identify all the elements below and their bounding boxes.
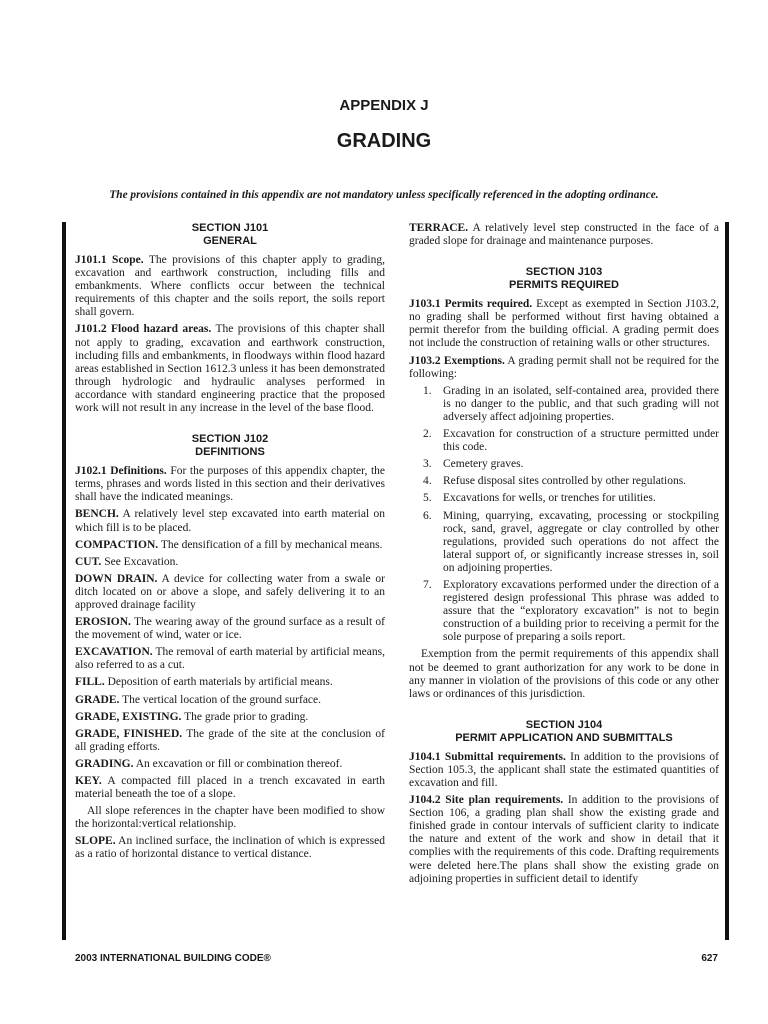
list-number: 1. — [423, 384, 432, 397]
paragraph-j103-1 — [409, 298, 719, 350]
definition-term: FILL. — [75, 676, 105, 689]
exemptions-list — [409, 385, 719, 645]
definition-text: An excavation or fill or combination thereof. — [133, 757, 343, 770]
definition — [75, 711, 385, 724]
definition-text: A device for collecting water from a swale or ditch located on or above a slope, and safely delivering it to an approved drainage facility — [75, 572, 385, 611]
definition — [409, 222, 719, 248]
list-number: 7. — [423, 578, 432, 591]
definition-text: The removal of earth material by artificial means, also referred to as a cut. — [75, 646, 385, 672]
right-margin-bar — [725, 222, 729, 940]
paragraph-head: J102.1 Definitions. — [75, 465, 167, 478]
paragraph-text: In addition to the provisions of Section 106, a grading plan shall show the existing grade and finished grade in contour intervals of sufficient clarity to indicate the nature and extent of the work and show in detail that it complies with the requirements of this code. Drafting requirements were deleted here.The plans shall show the existing grade on adjoining properties in sufficient detail to identify — [409, 794, 719, 885]
definition-text: The vertical location of the ground surface. — [119, 693, 322, 706]
definition — [75, 508, 385, 534]
paragraph-text: For the purposes of this appendix chapter, the terms, phrases and words listed in this section and their derivatives shall have the indicated meanings. — [75, 465, 386, 504]
definition — [75, 835, 385, 861]
paragraph-head: J101.1 Scope. — [75, 254, 144, 266]
definition-text: A relatively level step constructed in the face of a graded slope for drainage and maintenance purposes. — [409, 222, 719, 248]
definition — [75, 758, 385, 771]
definition-term: DOWN DRAIN. — [75, 572, 158, 585]
section-name: DEFINITIONS — [195, 446, 265, 459]
paragraph-head: J103.1 Permits required. — [409, 298, 533, 311]
section-name: PERMIT APPLICATION AND SUBMITTALS — [455, 731, 673, 744]
definition-term: GRADE, EXISTING. — [75, 710, 182, 723]
definition-text: The grade prior to grading. — [181, 710, 309, 723]
list-number: 5. — [423, 492, 432, 505]
section-j101-heading — [75, 222, 385, 248]
exemption-note: Exemption from the permit requirements of this appendix shall not be deemed to grant authorization for any work to be done in any manner in violation of the provisions of this code or any other laws or ordinances of this jurisdiction. — [409, 648, 719, 700]
paragraph-text: The provisions of this chapter apply to grading, excavation and earthwork construction, including fills and embankments. Where conflicts occur between the technical requirements of this chapter and the soils report, the soils report shall govern. — [75, 254, 386, 319]
definition — [75, 676, 385, 689]
paragraph-head: J103.2 Exemptions. — [409, 354, 505, 367]
paragraph-text: The provisions of this chapter shall not apply to grading, excavation and earthwork construction, including fills and embankments, in floodways within flood hazard areas established in Section 1612.3 unless it has been demonstrated through hydrologic and hydraulic analyses performed in accordance with standard engineering practice that the proposed work will not result in any increase in the level of the base flood. — [75, 323, 386, 415]
definition-term: COMPACTION. — [75, 538, 159, 551]
definition-term: EROSION. — [75, 616, 131, 629]
definition — [75, 539, 385, 552]
page-number: 627 — [701, 953, 718, 964]
paragraph-j102-1 — [75, 465, 385, 504]
footer-code-title: 2003 INTERNATIONAL BUILDING CODE® — [75, 953, 271, 964]
list-item — [409, 458, 719, 471]
definition-term: GRADING. — [75, 757, 134, 770]
definition — [75, 646, 385, 672]
paragraph-head: J104.1 Submittal requirements. — [409, 750, 566, 763]
definition-term: CUT. — [75, 555, 102, 568]
list-text: Grading in an isolated, self-contained area, provided there is no danger to the public, and that such grading will not adversely affect adjoining properties. — [443, 384, 719, 423]
right-column — [409, 222, 719, 890]
list-number: 2. — [423, 428, 432, 441]
list-number: 4. — [423, 475, 432, 488]
definition-text: An inclined surface, the inclination of which is expressed as a ratio of horizontal distance to vertical distance. — [75, 835, 385, 861]
definition — [75, 694, 385, 707]
definition — [75, 616, 385, 642]
section-j102-heading — [75, 433, 385, 459]
left-margin-bar — [62, 222, 66, 940]
definition-term: GRADE. — [75, 693, 120, 706]
definition-term: GRADE, FINISHED. — [75, 727, 183, 740]
definition-term: BENCH. — [75, 508, 119, 521]
list-item — [409, 385, 719, 424]
definition — [75, 728, 385, 754]
section-j104-heading — [409, 719, 719, 745]
paragraph-text: In addition to the provisions of Section 105.3, the applicant shall state the estimated quantities of excavation and fill. — [409, 750, 719, 789]
definition — [75, 556, 385, 569]
list-text: Cemetery graves. — [443, 458, 524, 471]
paragraph-text: Except as exempted in Section J103.2, no grading shall be performed without first having obtained a permit therefor from the building official. A grading permit does not include the construction of retaining walls or other structures. — [409, 298, 719, 350]
slope-note: All slope references in the chapter have been modified to show the horizontal:vertical relationship. — [75, 805, 385, 831]
paragraph-j101-2 — [75, 323, 385, 415]
list-text: Excavations for wells, or trenches for utilities. — [443, 492, 656, 505]
list-item — [409, 428, 719, 454]
definition-text: The wearing away of the ground surface as a result of the movement of wind, water or ice. — [75, 616, 385, 642]
intro-note: The provisions contained in this appendix are not mandatory unless specifically referenced in the adopting ordinance. — [109, 189, 659, 201]
paragraph-j103-2 — [409, 355, 719, 381]
left-column — [75, 222, 385, 866]
page-title: GRADING — [336, 130, 432, 152]
section-number: SECTION J103 — [525, 266, 603, 279]
list-number: 3. — [423, 458, 432, 471]
list-item — [409, 510, 719, 575]
definition-term: TERRACE. — [409, 222, 469, 234]
definition — [75, 573, 385, 612]
section-name: GENERAL — [203, 235, 257, 247]
definition — [75, 775, 385, 801]
definition-text: A relatively level step excavated into earth material on which fill is to be placed. — [75, 508, 385, 534]
list-text: Mining, quarrying, excavating, processing or stockpiling rock, sand, gravel, aggregate or clay controlled by other regulations, provided such operations do not affect the lateral support of, or significantly increase stresses in, soil on adjoining properties. — [443, 509, 719, 574]
definition-term: KEY. — [75, 775, 102, 787]
appendix-label: APPENDIX J — [339, 97, 429, 114]
definition-text: Deposition of earth materials by artificial means. — [104, 676, 333, 689]
list-text: Exploratory excavations performed under the direction of a registered design professional This phrase was added to assure that the “exploratory excavation” is not to begin construction of a building prior to receiving a permit for the sole purpose of preparing a soils report. — [443, 578, 719, 644]
definition-term: EXCAVATION. — [75, 646, 153, 659]
list-item — [409, 492, 719, 505]
definition-text: A compacted fill placed in a trench excavated in earth material beneath the toe of a slope. — [75, 775, 385, 801]
paragraph-head: J104.2 Site plan requirements. — [409, 794, 564, 807]
definition-text: See Excavation. — [101, 555, 179, 568]
definition-text: The densification of a fill by mechanical means. — [158, 538, 383, 551]
list-number: 6. — [423, 509, 432, 522]
definition-term: SLOPE. — [75, 835, 116, 848]
paragraph-j104-2 — [409, 794, 719, 886]
section-number: SECTION J102 — [191, 433, 269, 446]
definition-text: The grade of the site at the conclusion of all grading efforts. — [75, 727, 385, 753]
paragraph-head: J101.2 Flood hazard areas. — [75, 323, 212, 336]
paragraph-j101-1 — [75, 254, 385, 319]
section-number: SECTION J104 — [525, 718, 603, 731]
list-item — [409, 475, 719, 488]
section-j103-heading — [409, 266, 719, 292]
paragraph-j104-1 — [409, 751, 719, 790]
list-item — [409, 579, 719, 644]
section-name: PERMITS REQUIRED — [508, 279, 619, 292]
list-text: Refuse disposal sites controlled by other regulations. — [443, 475, 687, 488]
section-number: SECTION J101 — [191, 222, 269, 234]
paragraph-text: A grading permit shall not be required for the following: — [409, 354, 719, 380]
list-text: Excavation for construction of a structure permitted under this code. — [443, 428, 719, 454]
